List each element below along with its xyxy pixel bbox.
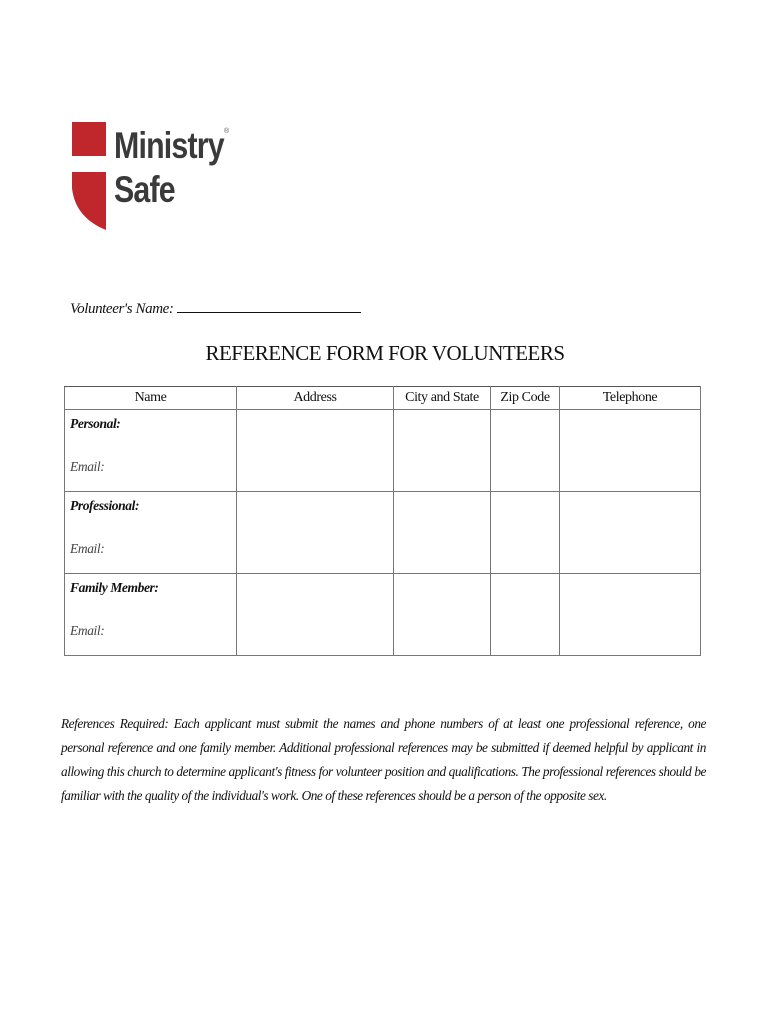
zip-cell[interactable]	[491, 492, 560, 574]
email-label: Email:	[70, 541, 105, 556]
email-label: Email:	[70, 623, 105, 638]
address-cell[interactable]	[237, 410, 394, 492]
table-row	[65, 410, 701, 492]
references-required-note: References Required: Each applicant must submit the names and phone numbers of at least one professional reference, one personal reference and one family member. Additional professional references may be submitted if deemed helpful by applicant in allowing this church to determine applicant's fitness for volunteer position and qualifications. The professional references should be familiar with the quality of the individual's work. One of these references should be a person of the opposite sex.	[61, 716, 706, 804]
trademark-symbol: ®	[224, 128, 230, 135]
name-cell[interactable]	[65, 574, 237, 656]
category-label: Professional:	[70, 498, 140, 513]
logo-word-2: Safe	[114, 169, 175, 210]
column-header-zip: Zip Code	[491, 387, 560, 410]
zip-cell[interactable]	[491, 410, 560, 492]
name-cell[interactable]	[65, 492, 237, 574]
column-header-telephone: Telephone	[560, 387, 701, 410]
name-cell[interactable]	[65, 410, 237, 492]
telephone-cell[interactable]	[560, 574, 701, 656]
column-header-address: Address	[237, 387, 394, 410]
telephone-cell[interactable]	[560, 492, 701, 574]
column-header-name: Name	[65, 387, 237, 410]
zip-cell[interactable]	[491, 574, 560, 656]
city-state-cell[interactable]	[394, 492, 491, 574]
logo-wordmark	[114, 124, 224, 212]
telephone-cell[interactable]	[560, 410, 701, 492]
city-state-cell[interactable]	[394, 410, 491, 492]
volunteer-name-blank[interactable]	[177, 298, 361, 313]
category-label: Personal:	[70, 416, 121, 431]
table-row	[65, 574, 701, 656]
category-label: Family Member:	[70, 580, 159, 595]
ministry-safe-logo	[72, 122, 242, 234]
form-title: REFERENCE FORM FOR VOLUNTEERS	[205, 341, 565, 365]
address-cell[interactable]	[237, 492, 394, 574]
column-header-city-state: City and State	[394, 387, 491, 410]
logo-word-1: Ministry	[114, 125, 224, 166]
email-label: Email:	[70, 459, 105, 474]
city-state-cell[interactable]	[394, 574, 491, 656]
address-cell[interactable]	[237, 574, 394, 656]
shield-logo-icon	[72, 122, 106, 230]
table-row	[65, 492, 701, 574]
volunteer-name-label: Volunteer's Name:	[70, 301, 174, 317]
reference-table	[64, 386, 701, 656]
volunteer-name-field	[70, 298, 361, 318]
table-header-row	[65, 387, 701, 410]
